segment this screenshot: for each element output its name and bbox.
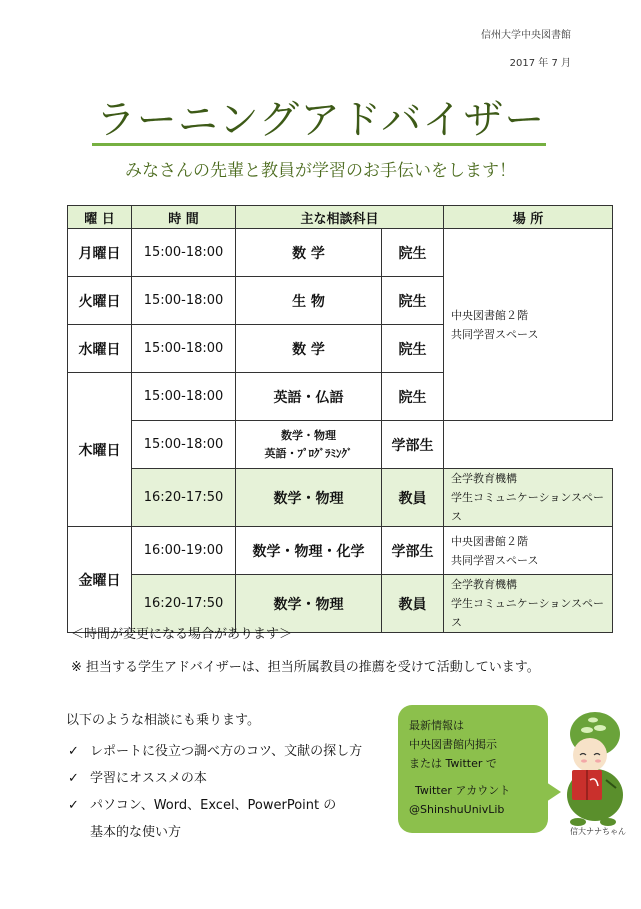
day-cell: 木曜日	[68, 373, 132, 527]
place-line: 中央図書館２階	[451, 534, 529, 548]
subject-cell: 数 学	[236, 325, 382, 373]
issue-date: 2017 年 7 月	[509, 58, 571, 69]
place-line: 全学教育機構	[451, 578, 518, 591]
place-line: 共同学習スペース	[451, 327, 539, 341]
subject-line: 数学・物理	[281, 428, 336, 442]
table-row	[68, 229, 613, 277]
bubble-line: または Twitter で	[409, 757, 497, 770]
consultation-intro: 以下のような相談にも乗ります。	[66, 713, 260, 728]
subject-cell: 生 物	[236, 277, 382, 325]
place-line: 学生コミュニケーションスペース	[451, 491, 605, 523]
turtle-mascot-icon	[560, 700, 630, 830]
time-cell: 15:00-18:00	[132, 229, 236, 277]
header-place: 場 所	[444, 206, 613, 229]
schedule-table	[67, 205, 613, 633]
advisor-cell: 教員	[382, 575, 444, 633]
place-cell-library	[444, 527, 613, 575]
subject-cell: 英語・仏語	[236, 373, 382, 421]
time-cell: 15:00-18:00	[132, 277, 236, 325]
advisor-cell: 院生	[382, 277, 444, 325]
bubble-line: Twitter アカウント	[415, 784, 511, 797]
time-cell: 16:20-17:50	[132, 575, 236, 633]
advisor-cell: 院生	[382, 229, 444, 277]
time-cell: 16:20-17:50	[132, 469, 236, 527]
place-line: 中央図書館２階	[451, 308, 529, 322]
list-item-text: 学習にオススメの本	[90, 771, 207, 786]
table-row	[68, 469, 613, 527]
check-icon: ✓	[68, 744, 79, 759]
time-change-note: ＜時間が変更になる場合があります＞	[71, 627, 293, 642]
consultation-list	[66, 738, 362, 846]
advisor-cell: 院生	[382, 325, 444, 373]
table-row	[68, 421, 613, 469]
place-line: 共同学習スペース	[451, 553, 539, 567]
advisor-cell: 学部生	[382, 527, 444, 575]
recommendation-note: ※ 担当する学生アドバイザーは、担当所属教員の推薦を受けて活動しています。	[71, 660, 540, 675]
page-subtitle: みなさんの先輩と教員が学習のお手伝いをします！	[125, 161, 516, 181]
list-item-text: パソコン、Word、Excel、PowerPoint の	[90, 798, 337, 813]
time-cell: 15:00-18:00	[132, 421, 236, 469]
table-row	[68, 527, 613, 575]
place-cell-library	[444, 229, 613, 421]
subject-cell: 数 学	[236, 229, 382, 277]
title-underline	[92, 143, 546, 146]
mascot-name: 信大ナナちゃん	[570, 827, 626, 836]
day-cell: 月曜日	[68, 229, 132, 277]
list-item	[66, 738, 362, 765]
page-title: ラーニングアドバイザー	[95, 97, 546, 143]
place-cell-center	[444, 575, 613, 633]
advisor-cell: 学部生	[382, 421, 444, 469]
list-item	[66, 765, 362, 792]
time-cell: 15:00-18:00	[132, 373, 236, 421]
check-icon: ✓	[68, 798, 79, 813]
place-line: 全学教育機構	[451, 472, 518, 485]
bubble-line: 最新情報は	[409, 719, 464, 732]
advisor-cell: 教員	[382, 469, 444, 527]
subject-cell	[236, 421, 382, 469]
place-line: 学生コミュニケーションスペース	[451, 597, 605, 629]
list-item-continuation	[66, 819, 362, 846]
day-cell: 水曜日	[68, 325, 132, 373]
subject-cell: 数学・物理・化学	[236, 527, 382, 575]
check-icon: ✓	[68, 771, 79, 786]
list-item-text: 基本的な使い方	[90, 825, 182, 840]
advisor-cell: 院生	[382, 373, 444, 421]
header-day: 曜 日	[68, 206, 132, 229]
day-cell: 火曜日	[68, 277, 132, 325]
subject-cell: 数学・物理	[236, 575, 382, 633]
table-header-row	[68, 206, 613, 229]
subject-cell: 数学・物理	[236, 469, 382, 527]
speech-bubble-tail	[543, 780, 561, 804]
place-cell-center	[444, 469, 613, 527]
bubble-line: 中央図書館内掲示	[409, 738, 497, 751]
list-item	[66, 792, 362, 819]
twitter-handle: @ShinshuUnivLib	[409, 803, 505, 816]
day-cell: 金曜日	[68, 527, 132, 633]
organization-name: 信州大学中央図書館	[481, 30, 571, 41]
header-time: 時 間	[132, 206, 236, 229]
time-cell: 16:00-19:00	[132, 527, 236, 575]
info-bubble-text	[409, 716, 510, 819]
time-cell: 15:00-18:00	[132, 325, 236, 373]
header-subject: 主な相談科目	[236, 206, 444, 229]
subject-line: 英語・ﾌﾟﾛｸﾞﾗﾐﾝｸﾞ	[264, 446, 353, 460]
list-item-text: レポートに役立つ調べ方のコツ、文献の探し方	[90, 744, 363, 759]
